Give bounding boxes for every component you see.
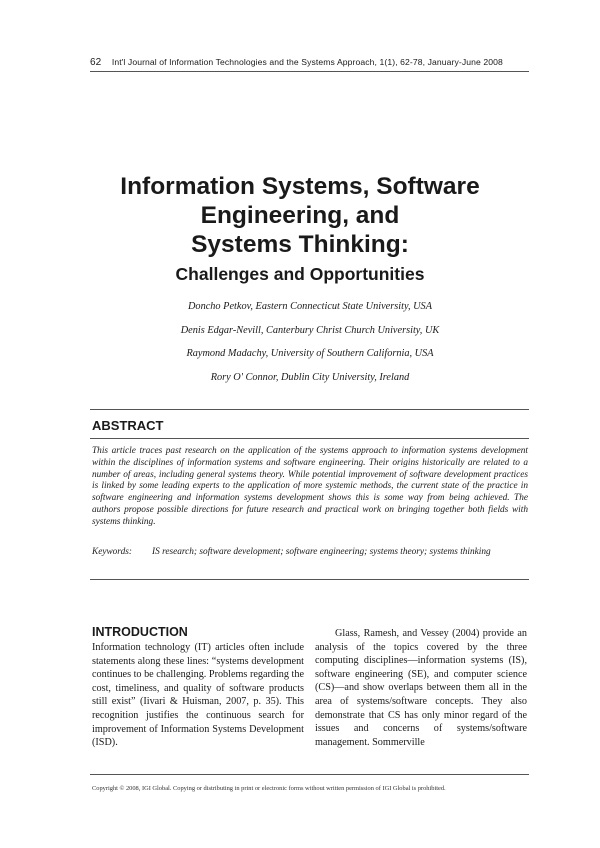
author-list <box>90 301 530 395</box>
paragraph: Information technology (IT) articles often include statements along these lines: “systems development continues to be challenging. Problems regarding the cost, timeliness, and quality of software products still exist” (Iivari & Huisman, 2007, p. 35). This recognition justifies the continuous search for improvement of Information Systems Development (ISD). <box>92 642 304 749</box>
abstract-text: This article traces past research on the application of the systems approach to information systems development within the disciplines of information systems and software engineering. Their origins historically are related to a number of areas, including general systems theory. While potential improvement of software development practices is linked by some leading experts to the application of more systemic methods, the current state of the practice in software engineering and information systems development shows this is some way from being achieved. The authors propose possible directions for future research and practical work on bringing together both fields with systems thinking. <box>92 446 528 527</box>
abstract-top-rule <box>90 409 529 410</box>
running-header <box>90 57 530 68</box>
title-line-3: Systems Thinking: <box>191 231 409 258</box>
body-column-right <box>315 627 527 749</box>
keywords-value: IS research; software development; software engineering; systems theory; systems thinking <box>152 547 491 557</box>
introduction-heading: INTRODUCTION <box>92 625 188 639</box>
journal-citation: Int'l Journal of Information Technologies and the Systems Approach, 1(1), 62-78, January-June 2008 <box>111 57 503 67</box>
abstract-heading: ABSTRACT <box>92 418 164 433</box>
footer-rule <box>90 774 529 775</box>
author: Doncho Petkov, Eastern Connecticut State University, USA <box>187 301 432 312</box>
abstract-heading-rule <box>90 438 529 439</box>
author: Rory O' Connor, Dublin City University, Ireland <box>210 371 410 383</box>
title-line-2: Engineering, and <box>200 202 400 229</box>
paragraph: Glass, Ramesh, and Vessey (2004) provide an analysis of the topics covered by the three computing disciplines—information systems (IS), software engineering (SE), and computer science (CS)—and show overlaps between them all in the area of systems/software concepts. They also demonstrate that CS has only minor regard of the issues and concerns of systems/software management. Sommerville <box>315 628 527 748</box>
article-title <box>60 172 540 286</box>
body-column-left <box>92 641 304 750</box>
article-subtitle: Challenges and Opportunities <box>175 264 425 284</box>
keywords-label: Keywords: <box>92 547 132 557</box>
author: Denis Edgar-Nevill, Canterbury Christ Church University, UK <box>180 324 440 336</box>
copyright-notice: Copyright © 2008, IGI Global. Copying or distributing in print or electronic forms without written permission of IGI Global is prohibited. <box>92 785 446 792</box>
title-line-1: Information Systems, Software <box>120 173 480 200</box>
author: Raymond Madachy, University of Southern California, USA <box>186 348 434 359</box>
abstract-bottom-rule <box>90 579 529 580</box>
header-rule <box>90 71 529 72</box>
page-number: 62 <box>90 57 102 68</box>
